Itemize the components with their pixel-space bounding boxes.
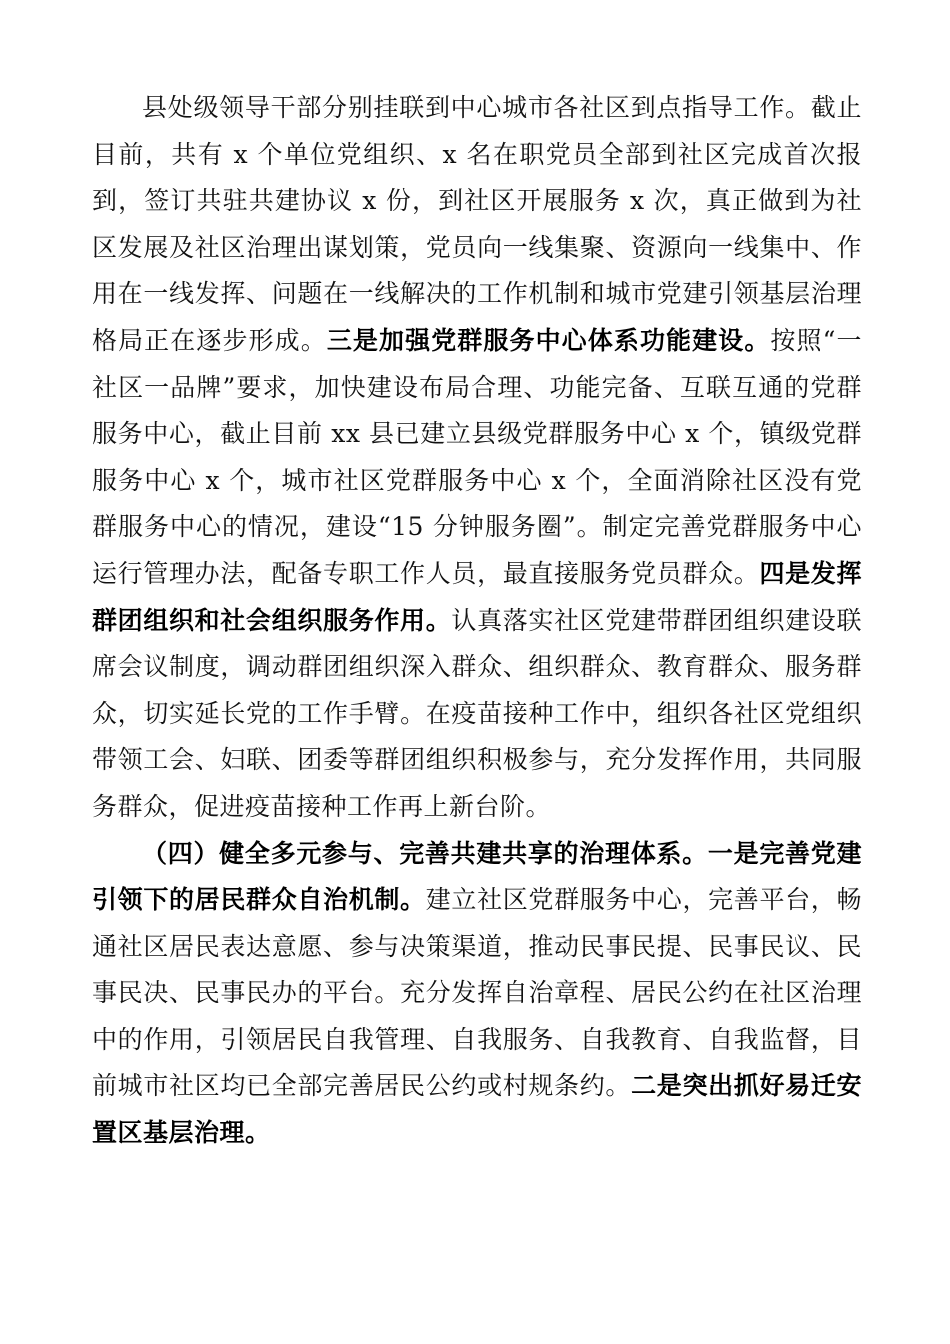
bold-heading-3: 三是加强党群服务中心体系功能建设。 — [326, 325, 771, 355]
section-heading: （四）健全多元参与、完善共建共享的治理体系。 — [142, 838, 708, 868]
paragraph-text: 按照“一社区一品牌”要求，加快建设布局合理、功能完备、互联互通的党群服务中心，截止目前 xx 县已建立县级党群服务中心 x 个，镇级党群服务中心 x 个，城市社区党群服务中心 x 个，全面消除社区没有党群服务中心的情况，建设“15 分钟服务圈”。制定完善党群服务中心运行管理办法，配备专职工作人员，最直接服务党员群众。 — [92, 325, 862, 588]
bold-heading-1: 一是完善党建引领下的居民群众自治机制。 — [92, 838, 862, 915]
bold-heading-4: 四是发挥群团组织和社会组织服务作用。 — [92, 558, 862, 635]
bold-heading-2: 二是突出抓好易迁安置区基层治理。 — [92, 1071, 862, 1148]
paragraph-text: 县处级领导干部分别挂联到中心城市各社区到点指导工作。截止目前，共有 x 个单位党组织、x 名在职党员全部到社区完成首次报到，签订共驻共建协议 x 份，到社区开展服务 x 次，真正做到为社区发展及社区治理出谋划策，党员向一线集聚、资源向一线集中、作用在一线发挥、问题在一线解决的工作机制和城市党建引领基层治理格局正在逐步形成。 — [92, 93, 862, 355]
paragraph-text: 建立社区党群服务中心，完善平台，畅通社区居民表达意愿、参与决策渠道，推动民事民提、民事民议、民事民决、民事民办的平台。充分发挥自治章程、居民公约在社区治理中的作用，引领居民自我管理、自我服务、自我教育、自我监督，目前城市社区均已全部完善居民公约或村规条约。 — [92, 885, 862, 1101]
paragraph-text: 认真落实社区党建带群团组织建设联席会议制度，调动群团组织深入群众、组织群众、教育群众、服务群众，切实延长党的工作手臂。在疫苗接种工作中，组织各社区党组织带领工会、妇联、团委等群团组织积极参与，充分发挥作用，共同服务群众，促进疫苗接种工作再上新台阶。 — [92, 605, 862, 821]
document-body — [92, 85, 862, 1157]
paragraph-governance-system — [92, 831, 862, 1157]
paragraph-community-work — [92, 85, 862, 831]
